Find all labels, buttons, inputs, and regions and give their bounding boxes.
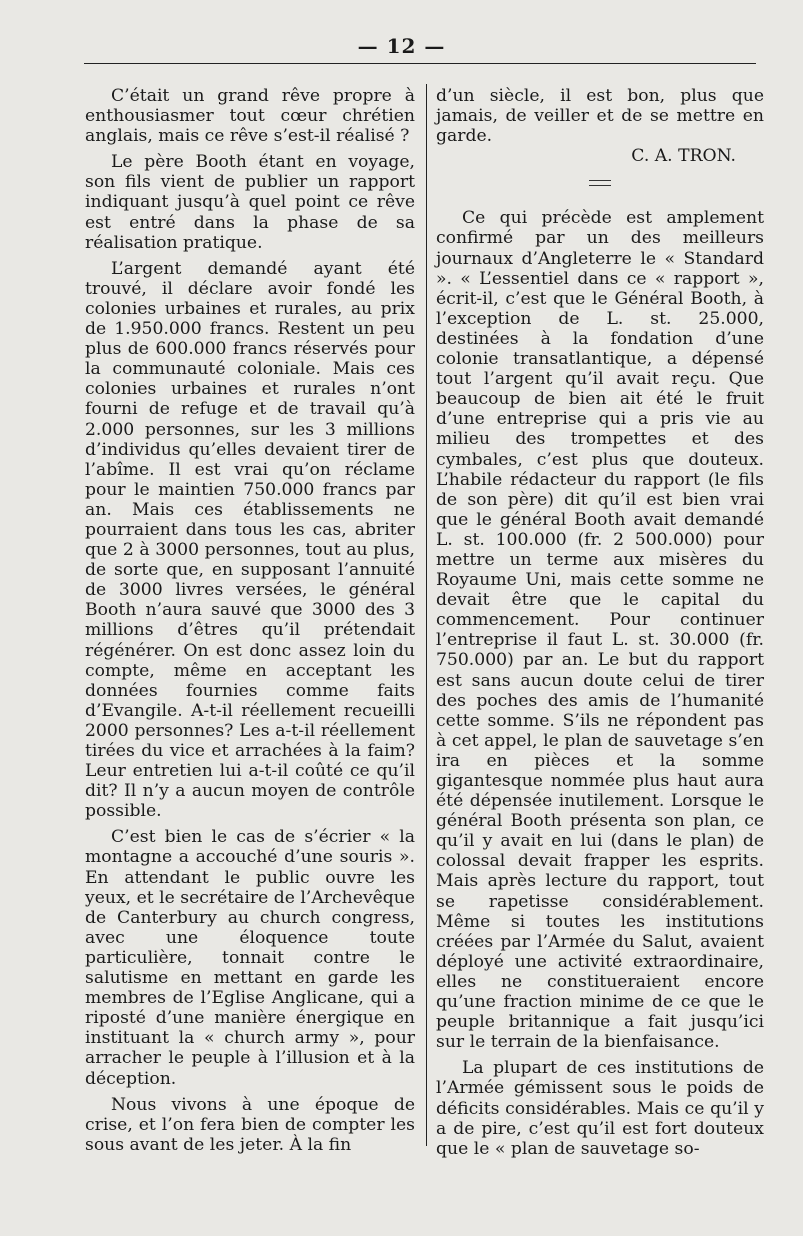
paragraph: C’est bien le cas de s’écrier « la montagne a accouché d’une souris ». En attendant le public ouvre les yeux, et le secrétaire de l’Archevêque de Canterbury au church congress, avec une éloquence toute particulière, tonnait contre le salutisme en mettant en garde les membres de l’Eglise Anglicane, qui a riposté d’une manière énergique en instituant la « church army », pour arracher le peuple à l’illusion et à la déception.	[85, 827, 415, 1089]
paragraph: Ce qui précède est amplement confirmé par un des meilleurs journaux d’Angleterre le « Standard ». « L’essentiel dans ce « rapport », écrit-il, c’est que le Général Booth, à l’exception de L. st. 25.000, destinées à la fondation d’une colonie transatlantique, a dépensé tout l’argent qu’il avait reçu. Que beaucoup de bien ait été le fruit d’une entreprise qui a pris vie au milieu des trompettes et des cymbales, c’est plus que douteux. L’habile rédacteur du rapport (le fils de son père) dit qu’il est bien vrai que le général Booth avait demandé L. st. 100.000 (fr. 2 500.000) pour mettre un terme aux misères du Royaume Uni, mais cette somme ne devait être que le capital du commencement. Pour continuer l’entreprise il faut L. st. 30.000 (fr. 750.000) par an. Le but du rapport est sans aucun doute celui de tirer des poches des amis de l’humanité cette somme. S’ils ne répondent pas à cet appel, le plan de sauvetage s’en ira en pièces et la somme gigantesque nommée plus haut aura été dépensée inutilement. Lorsque le général Booth présenta son plan, ce qu’il y avait en lui (dans le plan) de colossal devait frapper les esprits. Mais après lecture du rapport, tout se rapetisse considérablement. Même si toutes les institutions créées par l’Armée du Salut, avaient déployé une activité extraordinaire, elles ne constitueraient encore qu’une fraction minime de ce que le peuple britannique a fait jusqu’ici sur le terrain de la bienfaisance.	[436, 208, 764, 1053]
header-rule	[84, 63, 756, 64]
right-column	[436, 86, 764, 1159]
author-signature: C. A. TRON.	[631, 146, 736, 167]
paragraph: C’était un grand rêve propre à enthousiasmer tout cœur chrétien anglais, mais ce rêve s’est-il réalisé ?	[85, 86, 415, 147]
page-number: — 12 —	[357, 34, 446, 58]
paragraph: L’argent demandé ayant été trouvé, il déclare avoir fondé les colonies urbaines et rurales, au prix de 1.950.000 francs. Restent un peu plus de 600.000 francs réservés pour la communauté coloniale. Mais ces colonies urbaines et rurales n’ont fourni de refuge et de travail qu’à 2.000 personnes, sur les 3 millions d’individus qu’elles devaient tirer de l’abîme. Il est vrai qu’on réclame pour le maintien 750.000 francs par an. Mais ces établissements ne pourraient dans tous les cas, abriter que 2 à 3000 personnes, tout au plus, de sorte que, en supposant l’annuité de 3000 livres versées, le général Booth n’aura sauvé que 3000 des 3 millions d’êtres qu’il prétendait régénérer. On est donc assez loin du compte, même en acceptant les données fournies comme faits d’Evangile. A-t-il réellement recueilli 2000 personnes? Les a-t-il réellement tirées du vice et arrachées à la faim? Leur entretien lui a-t-il coûté ce qu’il dit? Il n’y a aucun moyen de contrôle possible.	[85, 258, 415, 822]
left-column	[85, 86, 415, 1155]
column-divider	[426, 84, 427, 1146]
paragraph: Nous vivons à une époque de crise, et l’on fera bien de compter les sous avant de les jeter. À la fin	[85, 1094, 415, 1155]
paragraph: La plupart de ces institutions de l’Armée gémissent sous le poids de déficits considérables. Mais ce qu’il y a de pire, c’est qu’il est fort douteux que le « plan de sauvetage so-	[436, 1058, 764, 1159]
paragraph: Le père Booth étant en voyage, son fils vient de publier un rapport indiquant jusqu’à quel point ce rêve est entré dans la phase de sa réalisation pratique.	[85, 152, 415, 253]
paragraph-continuation: d’un siècle, il est bon, plus que jamais, de veiller et de se mettre en garde.	[436, 86, 764, 147]
section-separator	[589, 180, 611, 186]
